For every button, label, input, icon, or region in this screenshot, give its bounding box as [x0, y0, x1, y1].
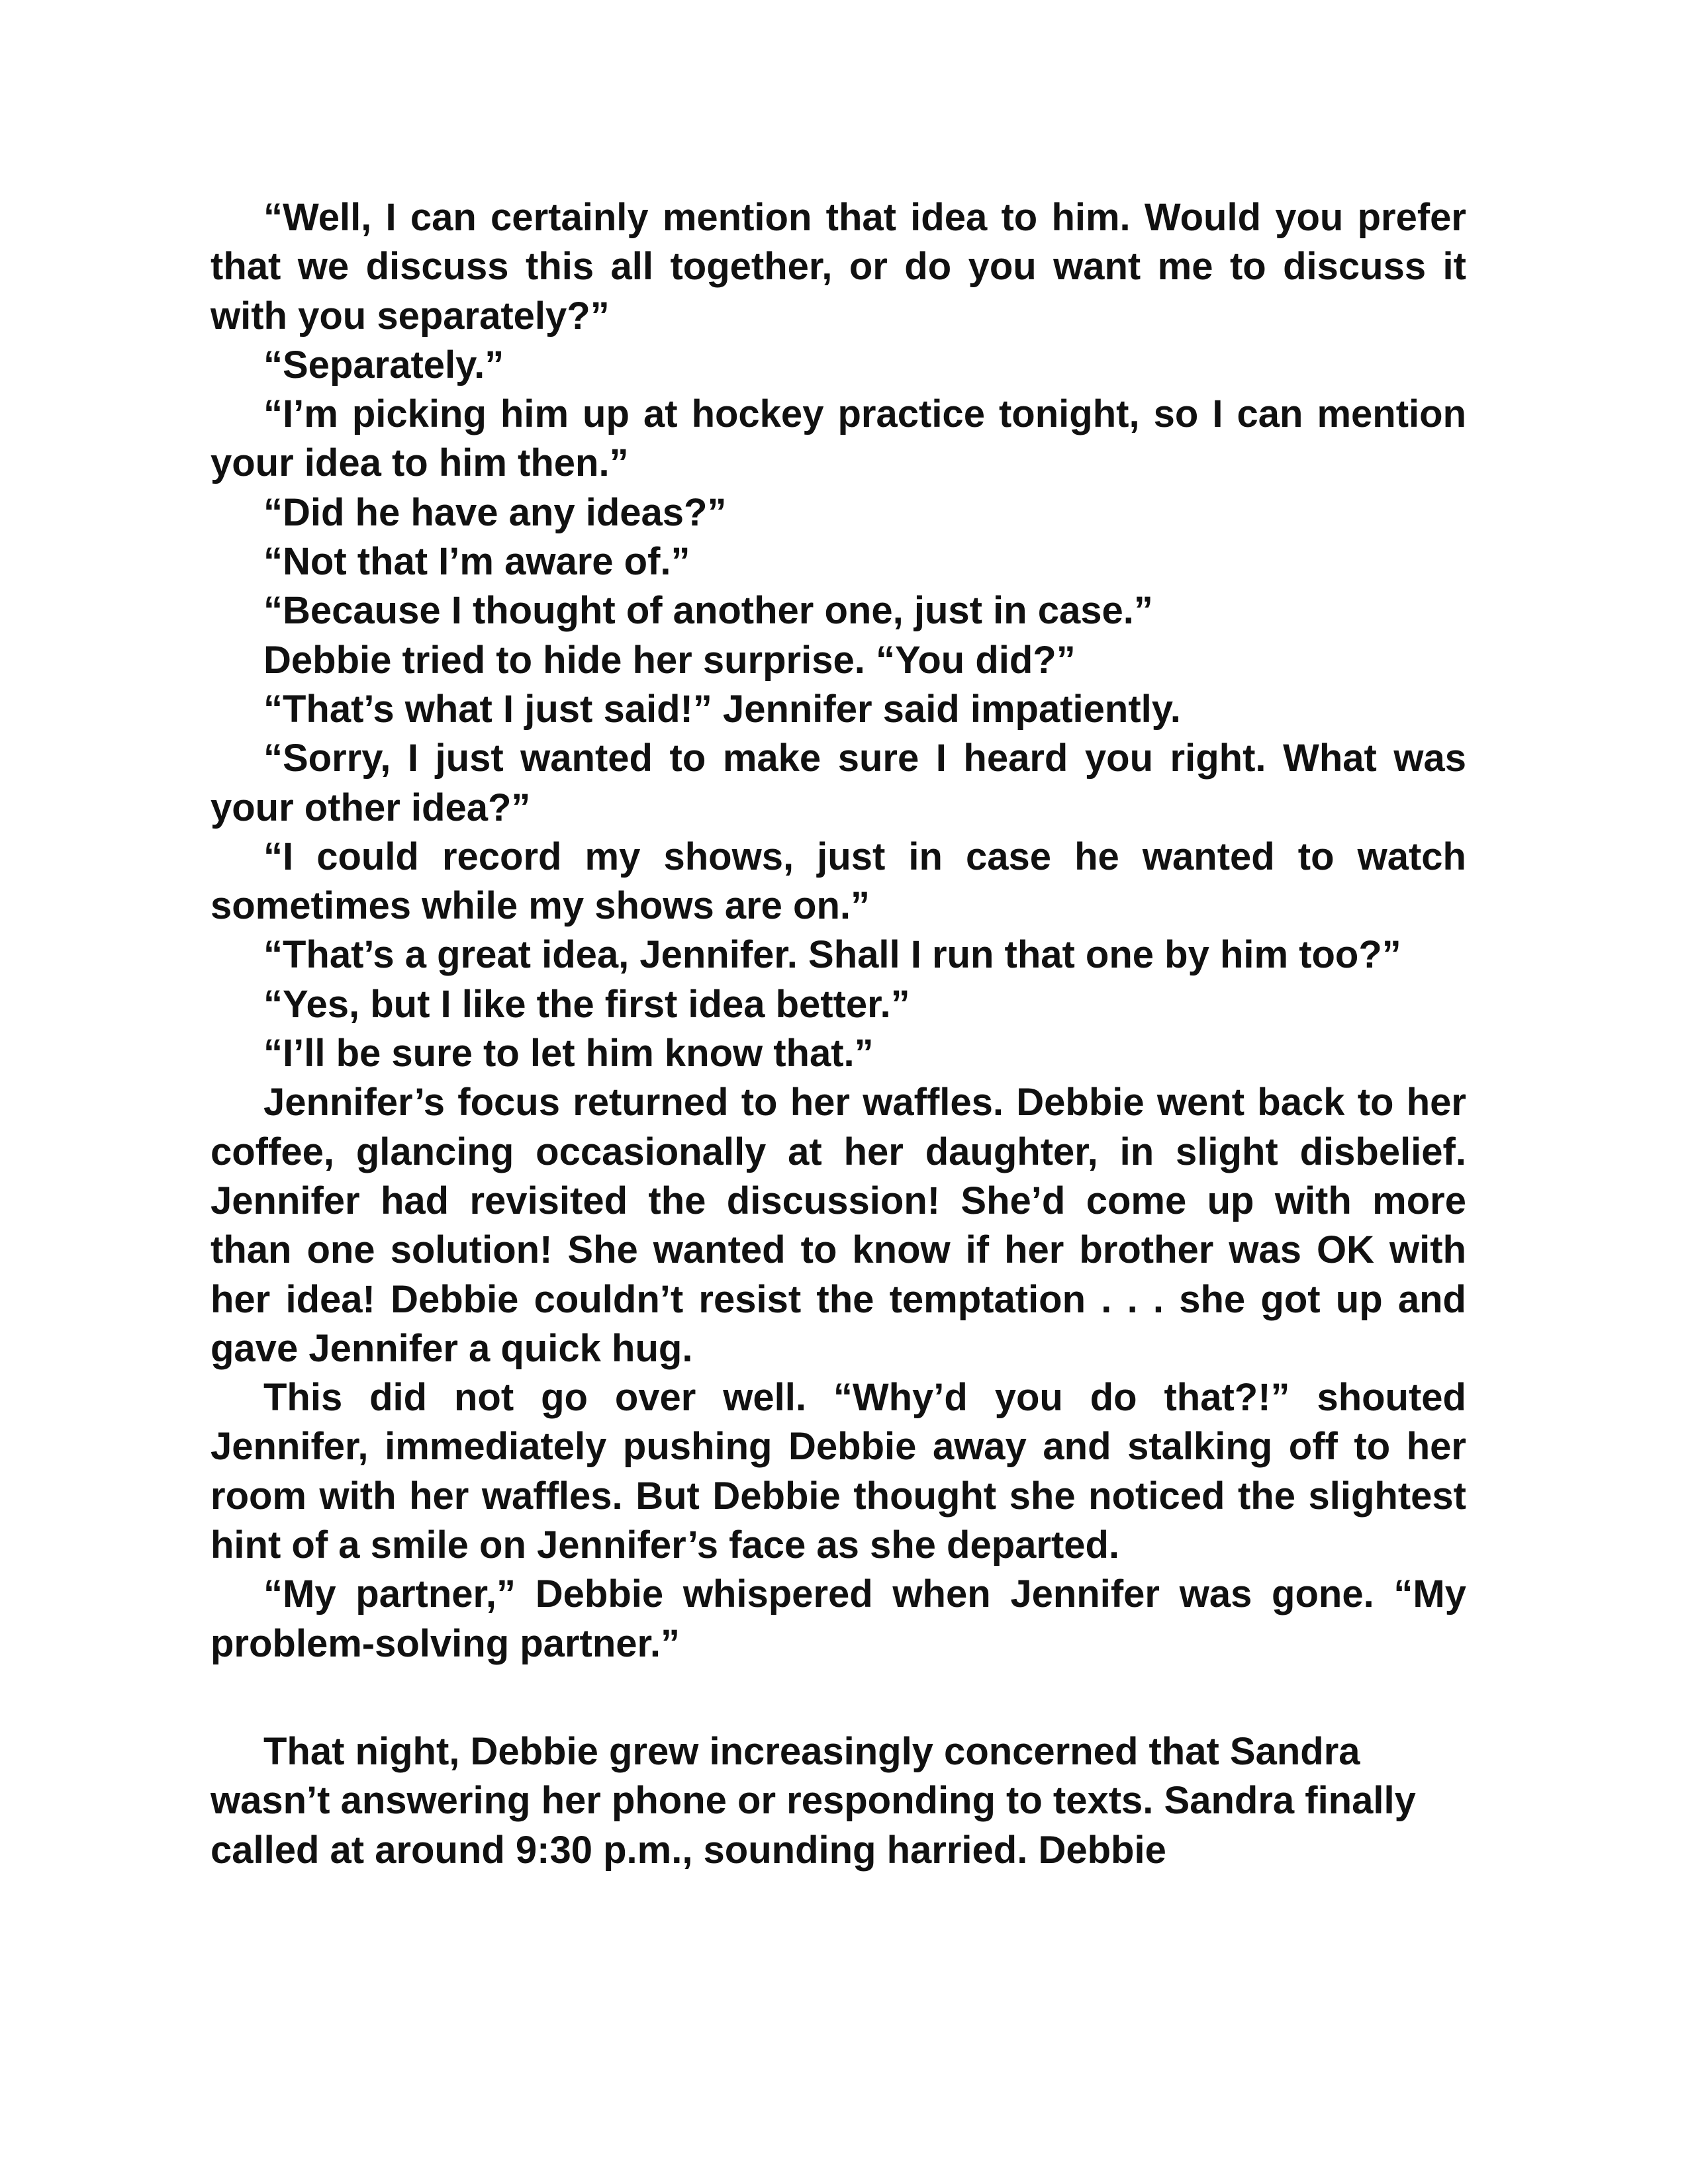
- paragraph: This did not go over well. “Why’d you do that?!” shouted Jennifer, immediately pushing Debbie away and stalking off to her room with her waffles. But Debbie thought she noticed the slightest hint of a smile on Jennifer’s face as she departed.: [211, 1376, 1466, 1567]
- paragraph: “My partner,” Debbie whispered when Jennifer was gone. “My problem-solving partner.”: [211, 1572, 1466, 1665]
- paragraph: “I’m picking him up at hockey practice tonight, so I can mention your idea to him then.”: [211, 392, 1466, 485]
- body-text: [211, 193, 1466, 1875]
- paragraph: “Did he have any ideas?”: [263, 490, 727, 534]
- paragraph: Jennifer’s focus returned to her waffles. Debbie went back to her coffee, glancing occasionally at her daughter, in slight disbelief. Jennifer had revisited the discussion! She’d come up with more than one solution! She wanted to know if her brother was OK with her idea! Debbie couldn’t resist the temptation . . . she got up and gave Jennifer a quick hug.: [211, 1081, 1466, 1370]
- paragraph: Debbie tried to hide her surprise. “You did?”: [263, 638, 1076, 682]
- paragraph: That night, Debbie grew increasingly concerned that Sandra wasn’t answering her phone or responding to texts. Sandra finally called at around 9:30 p.m., sounding harried. Debbie: [211, 1729, 1416, 1872]
- paragraph: “I’ll be sure to let him know that.”: [263, 1032, 874, 1075]
- paragraph: “Not that I’m aware of.”: [263, 540, 690, 584]
- paragraph: “That’s what I just said!” Jennifer said impatiently.: [263, 687, 1181, 731]
- paragraph: “Separately.”: [263, 343, 504, 387]
- paragraph: “I could record my shows, just in case he wanted to watch sometimes while my shows are on.”: [211, 835, 1466, 928]
- paragraph: “Yes, but I like the first idea better.”: [263, 982, 910, 1026]
- paragraph: “Sorry, I just wanted to make sure I heard you right. What was your other idea?”: [211, 737, 1466, 829]
- paragraph: “That’s a great idea, Jennifer. Shall I run that one by him too?”: [263, 933, 1401, 977]
- paragraph: “Well, I can certainly mention that idea to him. Would you prefer that we discuss this all together, or do you want me to discuss it with you separately?”: [211, 196, 1466, 338]
- scene-break: [211, 1668, 1466, 1727]
- paragraph: “Because I thought of another one, just in case.”: [263, 589, 1153, 633]
